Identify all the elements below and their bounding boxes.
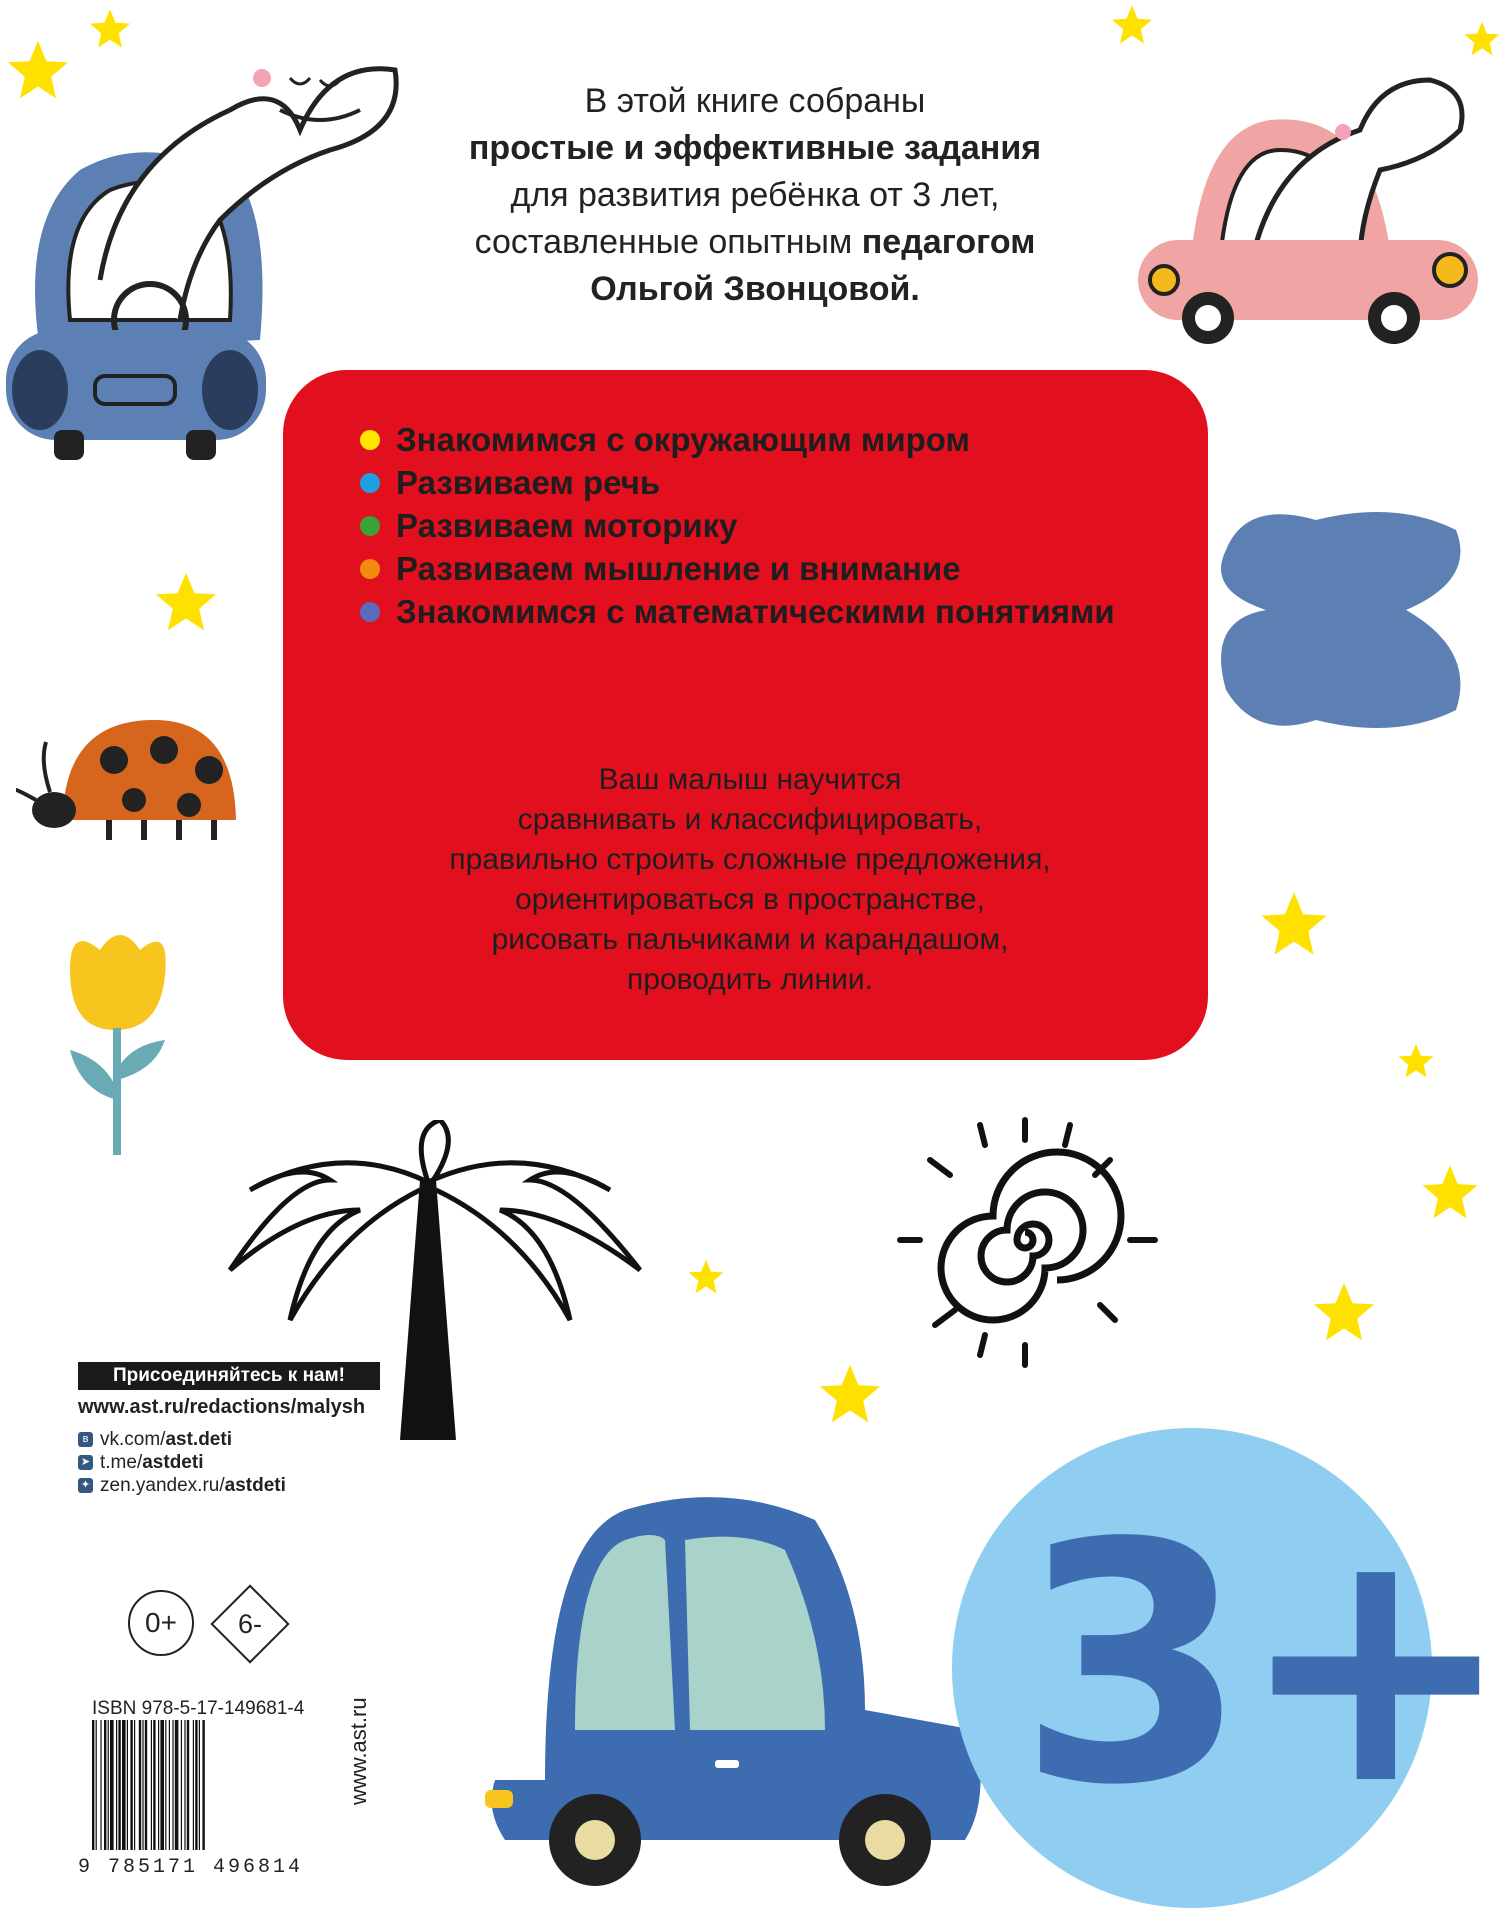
barcode-bar xyxy=(160,1720,164,1850)
barcode-bar xyxy=(187,1720,189,1850)
barcode-bar xyxy=(153,1720,155,1850)
intro-line-1: В этой книге собраны xyxy=(584,82,926,120)
social-link-vk[interactable]: в vk.com/ast.deti xyxy=(78,1428,286,1451)
skills-line: ориентироваться в пространстве, xyxy=(515,883,985,916)
isbn-label: ISBN 978-5-17-149681-4 xyxy=(92,1698,305,1719)
skills-line: проводить линии. xyxy=(627,963,873,996)
barcode-bar xyxy=(151,1720,152,1850)
skills-text xyxy=(380,760,1120,1000)
social-links xyxy=(78,1428,286,1497)
intro-line-4-bold: педагогом xyxy=(861,223,1036,261)
barcode-bar xyxy=(130,1720,132,1850)
vk-icon: в xyxy=(78,1432,93,1447)
blue-cloud-blob xyxy=(1206,490,1476,750)
social-link-zen[interactable]: ✦ zen.yandex.ru/astdeti xyxy=(78,1474,286,1497)
intro-line-4: составленные опытным xyxy=(474,223,862,261)
barcode-bar xyxy=(175,1720,179,1850)
barcode-bar xyxy=(145,1720,147,1850)
zen-icon: ✦ xyxy=(78,1478,93,1493)
barcode-bar xyxy=(158,1720,159,1850)
bullet-dot-icon xyxy=(360,516,380,536)
barcode-bar xyxy=(100,1720,101,1850)
sun-spiral-illustration xyxy=(880,1110,1170,1370)
ladybug-illustration xyxy=(14,710,244,860)
topic-item: Развиваем мышление и внимание xyxy=(360,547,1140,590)
intro-text xyxy=(330,78,1180,313)
barcode-bar xyxy=(127,1720,128,1850)
publisher-site: www.ast.ru xyxy=(346,1697,371,1805)
topics-list xyxy=(360,418,1140,633)
barcode-bar xyxy=(134,1720,135,1850)
bullet-dot-icon xyxy=(360,430,380,450)
age-label: 3+ xyxy=(1018,1473,1504,1857)
barcode-bar xyxy=(110,1720,114,1850)
barcode-bar xyxy=(184,1720,185,1850)
barcode-bar xyxy=(104,1720,106,1850)
barcode-bar xyxy=(118,1720,120,1850)
topic-item: Развиваем моторику xyxy=(360,504,1140,547)
social-link-telegram[interactable]: ➤ t.me/astdeti xyxy=(78,1451,286,1474)
topic-item: Знакомимся с окружающим миром xyxy=(360,418,1140,461)
barcode-bar xyxy=(169,1720,170,1850)
barcode-bar xyxy=(116,1720,117,1850)
age-badge-0plus: 0+ xyxy=(128,1590,194,1656)
skills-line: сравнивать и классифицировать, xyxy=(517,803,983,836)
site-link[interactable]: www.ast.ru/redactions/malysh xyxy=(78,1396,366,1418)
bullet-dot-icon xyxy=(360,559,380,579)
skills-line: рисовать пальчиками и карандашом, xyxy=(491,923,1009,956)
topic-item: Развиваем речь xyxy=(360,461,1140,504)
barcode-bar xyxy=(172,1720,173,1850)
intro-line-2: простые и эффективные задания xyxy=(468,129,1042,167)
barcode-bar xyxy=(108,1720,109,1850)
blue-car-illustration xyxy=(485,1480,995,1890)
bullet-dot-icon xyxy=(360,473,380,493)
yellow-tulip-illustration xyxy=(60,930,180,1160)
barcode-bar xyxy=(181,1720,182,1850)
barcode-bar xyxy=(199,1720,200,1850)
barcode-bar xyxy=(142,1720,143,1850)
barcode-bar xyxy=(139,1720,141,1850)
barcode-digits: 9 785171 496814 xyxy=(78,1856,304,1879)
join-us-banner: Присоединяйтесь к нам! xyxy=(78,1362,380,1390)
age-badge-6minus: 6- xyxy=(210,1584,289,1663)
telegram-icon: ➤ xyxy=(78,1455,93,1470)
intro-line-5: Ольгой Звонцовой. xyxy=(590,270,920,308)
barcode-bar xyxy=(193,1720,194,1850)
barcode-bar xyxy=(202,1720,204,1850)
topic-item: Знакомимся с математическими понятиями xyxy=(360,590,1140,633)
barcode-bar xyxy=(195,1720,197,1850)
skills-line: правильно строить сложные предложения, xyxy=(449,843,1051,876)
bullet-dot-icon xyxy=(360,602,380,622)
barcode xyxy=(92,1720,306,1858)
intro-line-3: для развития ребёнка от 3 лет, xyxy=(510,176,1000,214)
barcode-bar xyxy=(122,1720,126,1850)
dinosaur-pink-car-illustration xyxy=(1130,70,1490,360)
skills-line: Ваш малыш научится xyxy=(598,763,902,796)
barcode-bar xyxy=(96,1720,97,1850)
barcode-bar xyxy=(92,1720,94,1850)
barcode-bar xyxy=(165,1720,166,1850)
palm-tree-illustration xyxy=(220,1120,670,1440)
